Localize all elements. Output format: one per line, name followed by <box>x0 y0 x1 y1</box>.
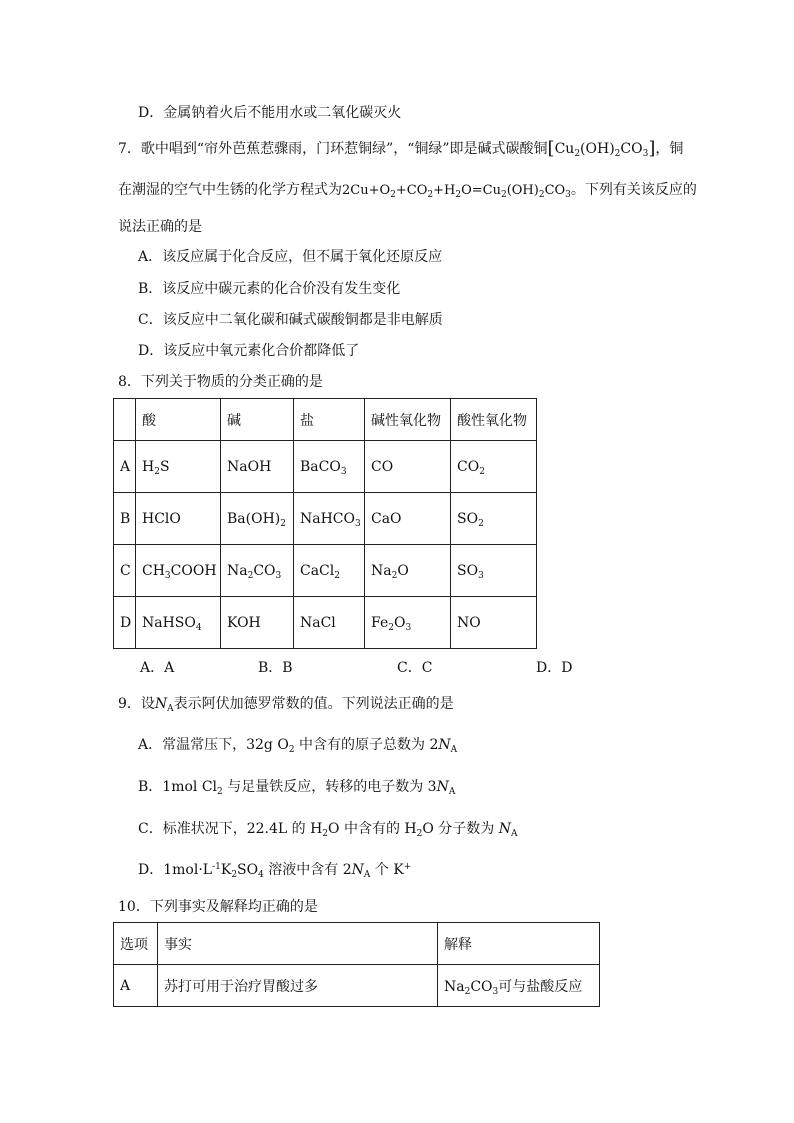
table-row <box>114 493 537 545</box>
acidic-oxide-cell: $CO_2$ <box>451 441 537 493</box>
q8-option-d: D．D <box>536 660 573 676</box>
q7-stem-line3: 说法正确的是 <box>118 219 202 235</box>
q10-fact-table <box>113 922 600 1007</box>
q7-option-a: A．该反应属于化合反应，但不属于氧化还原反应 <box>138 249 443 265</box>
basic-oxide-cell: CaO <box>365 493 451 545</box>
salt-cell: NaHCO$_3$ <box>294 493 365 545</box>
q7-line2-a: 在潮湿的空气中生锈的化学方程式为 <box>118 182 342 198</box>
q9-option-d: D．$1mol\cdot L^{-1}K_2SO_4$ 溶液中含有 $2N_A$ 个 K+ <box>138 862 412 880</box>
table-cell <box>114 399 136 441</box>
q7-option-b: B．该反应中碳元素的化合价没有发生变化 <box>138 281 401 297</box>
explanation-cell: $Na_2CO_3$可与盐酸反应 <box>438 965 600 1007</box>
q9-na-symbol: N <box>154 696 168 712</box>
salt-cell: CaCl$_2$ <box>294 545 365 597</box>
q7-formula: $Cu_2(OH)_2CO_3$ <box>554 141 649 159</box>
q9-option-c: C．标准状况下，22.4L 的 $H_2O$ 中含有的 $H_2O$ 分子数为 $N_A$ <box>138 821 518 839</box>
q7-stem-line2 <box>118 181 697 200</box>
q6-option-d: D．金属钠着火后不能用水或二氧化碳灭火 <box>138 105 402 121</box>
row-label: C <box>114 545 136 597</box>
base-cell: NaOH <box>221 441 294 493</box>
q9-option-b: B．1mol $Cl_2$ 与足量铁反应，转移的电子数为 $3N_A$ <box>138 779 456 797</box>
q8-classification-table <box>113 398 537 649</box>
table-header-cell: 解释 <box>438 923 600 965</box>
acidic-oxide-cell: NO <box>451 597 537 649</box>
q8-stem: 8．下列关于物质的分类正确的是 <box>118 374 323 390</box>
q7-option-c: C．该反应中二氧化碳和碱式碳酸铜都是非电解质 <box>138 312 443 328</box>
row-label: D <box>114 597 136 649</box>
table-row <box>114 965 600 1007</box>
q9-stem-b: 表示阿伏加德罗常数的值。下列说法正确的是 <box>173 696 454 712</box>
acidic-oxide-cell: $SO_2$ <box>451 493 537 545</box>
basic-oxide-cell: $Fe_2O_3$ <box>365 597 451 649</box>
q9-stem-a: 9．设 <box>118 696 155 712</box>
q7-stem-b: ，铜 <box>655 141 684 157</box>
table-header-row <box>114 399 537 441</box>
acidic-oxide-cell: $SO_3$ <box>451 545 537 597</box>
basic-oxide-cell: CO <box>365 441 451 493</box>
q7-stem-line1: 7．歌中唱到“帘外芭蕉惹骤雨，门环惹铜绿”，“铜绿”即是碱式碳酸铜$[Cu_2(OH)_2CO_3]$，铜 <box>118 138 684 159</box>
table-header-cell: 选项 <box>114 923 158 965</box>
table-header-row <box>114 923 600 965</box>
table-row <box>114 597 537 649</box>
option-label: A <box>114 965 158 1007</box>
row-label: B <box>114 493 136 545</box>
q7-line2-b: 。下列有关该反应的 <box>570 182 697 198</box>
acid-cell: HClO <box>136 493 221 545</box>
q9-stem: 9．设$N_A$表示阿伏加德罗常数的值。下列说法正确的是 <box>118 696 454 714</box>
basic-oxide-cell: $Na_2O$ <box>365 545 451 597</box>
q7-option-d: D．该反应中氧元素化合价都降低了 <box>138 343 360 359</box>
acid-cell: $CH_3COOH$ <box>136 545 221 597</box>
table-row <box>114 545 537 597</box>
fact-cell: 苏打可用于治疗胃酸过多 <box>158 965 438 1007</box>
base-cell: $Ba(OH)_2$ <box>221 493 294 545</box>
q7-stem-a: 7．歌中唱到“帘外芭蕉惹骤雨，门环惹铜绿”，“铜绿”即是碱式碳酸铜 <box>118 141 548 157</box>
acid-cell: NaHSO$_4$ <box>136 597 221 649</box>
table-header-cell: 碱性氧化物 <box>365 399 451 441</box>
salt-cell: NaCl <box>294 597 365 649</box>
table-row <box>114 441 537 493</box>
base-cell: KOH <box>221 597 294 649</box>
q10-stem: 10．下列事实及解释均正确的是 <box>118 899 318 915</box>
table-header-cell: 酸性氧化物 <box>451 399 537 441</box>
row-label: A <box>114 441 136 493</box>
base-cell: $Na_2CO_3$ <box>221 545 294 597</box>
table-header-cell: 酸 <box>136 399 221 441</box>
q7-equation: $2Cu+O_2+CO_2+H_2O=Cu_2(OH)_2CO_3$ <box>342 183 571 200</box>
acid-cell: $H_2S$ <box>136 441 221 493</box>
q8-option-a: A．A <box>140 660 175 676</box>
q9-option-a: A．常温常压下，32g $O_2$ 中含有的原子总数为 $2N_A$ <box>138 737 458 755</box>
q8-option-c: C．C <box>397 660 433 676</box>
q8-option-b: B．B <box>258 660 293 676</box>
table-header-cell: 事实 <box>158 923 438 965</box>
table-header-cell: 碱 <box>221 399 294 441</box>
table-header-cell: 盐 <box>294 399 365 441</box>
salt-cell: BaCO$_3$ <box>294 441 365 493</box>
